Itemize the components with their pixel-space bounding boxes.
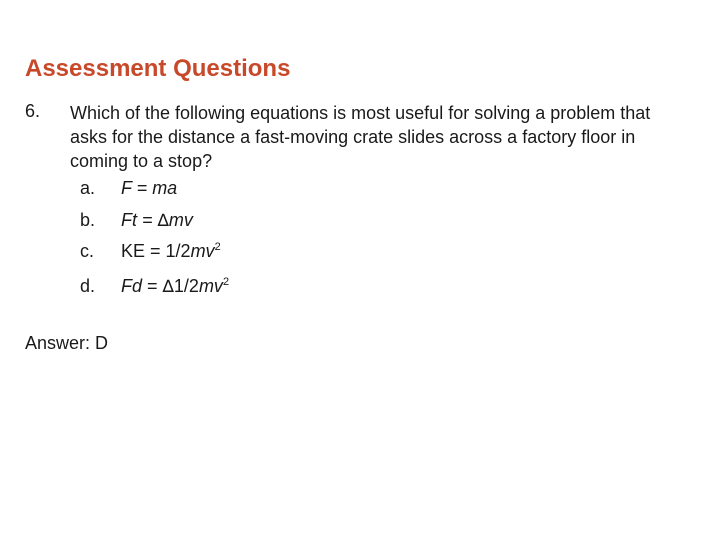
- equation-part: =: [131, 178, 153, 198]
- equation-part: Fd: [121, 276, 143, 296]
- equation-part: =: [142, 276, 163, 296]
- choice-equation: [121, 210, 193, 231]
- equation-part: KE = 1/2: [121, 241, 191, 261]
- choice-c: [80, 241, 221, 262]
- equation-part: mv: [190, 241, 215, 261]
- question-number: 6.: [25, 101, 41, 121]
- equation-part: 1/2: [173, 276, 199, 296]
- delta-symbol: ∆: [162, 277, 174, 297]
- equation-part: =: [137, 210, 158, 230]
- equation-part: Ft: [121, 210, 137, 230]
- question-text: Which of the following equations is most useful for solving a problem that asks for the distance a fast-moving crate slides across a factory floor in coming to a stop?: [70, 103, 651, 171]
- equation-part: mv: [168, 210, 193, 230]
- equation-part: 2: [214, 241, 221, 253]
- choice-b: [80, 210, 193, 231]
- choice-equation: [121, 241, 221, 262]
- choice-equation: [121, 276, 229, 297]
- choice-letter: c.: [80, 241, 95, 261]
- equation-part: 2: [222, 276, 230, 288]
- delta-symbol: ∆: [157, 211, 169, 231]
- equation-part: mv: [198, 276, 223, 296]
- slide-title: Assessment Questions: [25, 55, 291, 82]
- choice-letter: b.: [80, 210, 96, 230]
- choice-a: [80, 178, 177, 199]
- answer-text: Answer: D: [25, 333, 109, 353]
- choice-letter: d.: [80, 276, 96, 296]
- choice-equation: [121, 178, 177, 199]
- choice-letter: a.: [80, 178, 96, 198]
- choice-d: [80, 276, 229, 297]
- equation-part: F: [121, 178, 132, 198]
- equation-part: ma: [152, 178, 178, 198]
